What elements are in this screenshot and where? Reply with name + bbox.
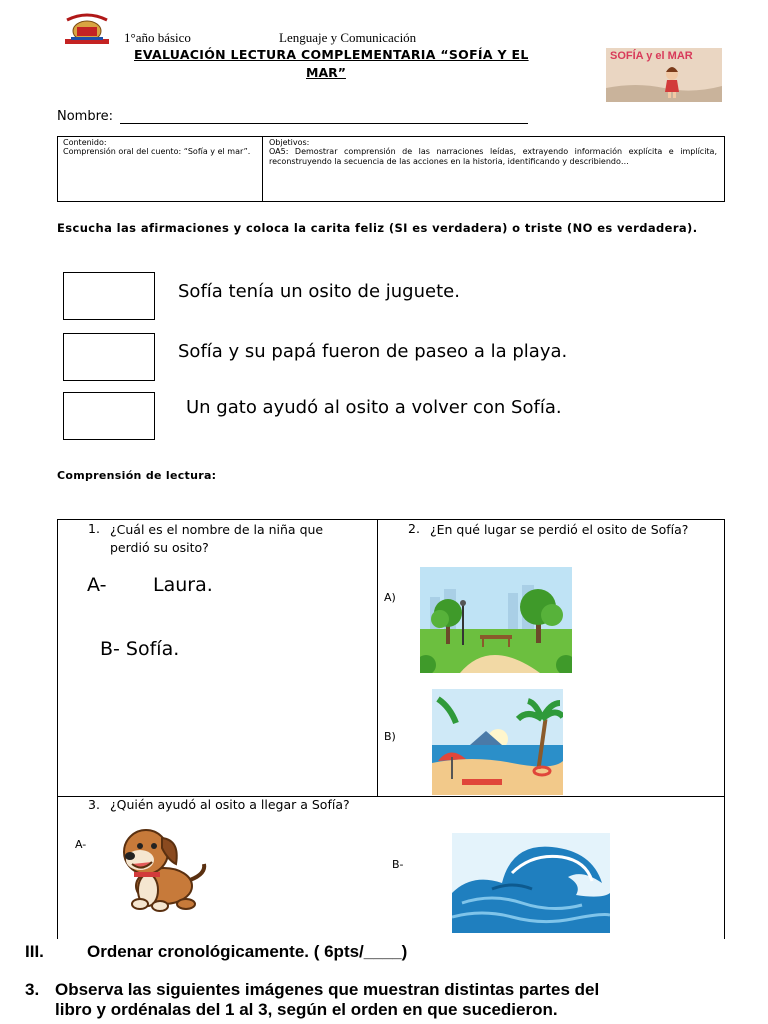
- book-cover-title: SOFÍA y el MAR: [610, 50, 693, 62]
- book-cover-image: [606, 48, 722, 102]
- item3-line1: Observa las siguientes imágenes que muestran distintas partes del: [55, 980, 600, 999]
- page-title-line1: EVALUACIÓN LECTURA COMPLEMENTARIA “SOFÍA Y EL: [134, 47, 529, 62]
- school-logo: [63, 12, 111, 46]
- q2-text: ¿En qué lugar se perdió el osito de Sofía?: [430, 522, 689, 537]
- q1-option-b: B- Sofía.: [100, 638, 180, 660]
- q3-option-b: B-: [392, 858, 404, 871]
- q3-option-a: A-: [75, 838, 87, 851]
- beach-image: [432, 689, 563, 795]
- item3-number: 3.: [25, 980, 40, 999]
- name-label: Nombre:: [57, 109, 114, 124]
- subject-label: Lenguaje y Comunicación: [279, 30, 417, 45]
- name-field-line[interactable]: [120, 123, 528, 124]
- q1-number: 1.: [88, 521, 100, 536]
- comprehension-title: Comprensión de lectura:: [57, 469, 217, 482]
- page-title-line2: MAR”: [306, 65, 346, 80]
- answer-box-2[interactable]: [63, 333, 155, 381]
- answer-box-1[interactable]: [63, 272, 155, 320]
- q1-text: ¿Cuál es el nombre de la niña que perdió su osito?: [110, 522, 324, 555]
- statement-2: Sofía y su papá fueron de paseo a la playa.: [178, 341, 568, 362]
- statement-1: Sofía tenía un osito de juguete.: [178, 281, 460, 302]
- q1-option-a-text: Laura.: [153, 574, 213, 596]
- content-text: Comprensión oral del cuento: “Sofía y el mar”.: [63, 147, 251, 156]
- q1-option-a-letter: A-: [87, 574, 107, 596]
- q3-number: 3.: [88, 797, 100, 812]
- section-title: Ordenar cronológicamente. ( 6pts/____): [87, 942, 408, 961]
- objectives-label: Objetivos:: [269, 138, 310, 147]
- section-roman: III.: [25, 942, 44, 961]
- q3-text: ¿Quién ayudó al osito a llegar a Sofía?: [110, 797, 350, 812]
- park-image: [420, 567, 572, 673]
- info-table: [57, 136, 725, 202]
- grade-label: 1°año básico: [124, 30, 191, 45]
- dog-image: [104, 824, 212, 912]
- q2-option-a: A): [384, 591, 396, 604]
- answer-box-3[interactable]: [63, 392, 155, 440]
- statement-3: Un gato ayudó al osito a volver con Sofía.: [186, 397, 562, 418]
- item3-line2: libro y ordénalas del 1 al 3, según el orden en que sucedieron.: [55, 1000, 558, 1019]
- wave-image: [452, 833, 610, 933]
- q2-number: 2.: [408, 521, 420, 536]
- objectives-text: OA5: Demostrar comprensión de las narraciones leídas, extrayendo información explícita e implícita, reconstruyendo la secuencia de las acciones en la historia, identificando y describiendo…: [269, 147, 717, 166]
- content-label: Contenido:: [63, 138, 107, 147]
- instructions-text: Escucha las afirmaciones y coloca la carita feliz (SI es verdadera) o triste (NO es verdadera).: [57, 221, 698, 235]
- q2-option-b: B): [384, 730, 396, 743]
